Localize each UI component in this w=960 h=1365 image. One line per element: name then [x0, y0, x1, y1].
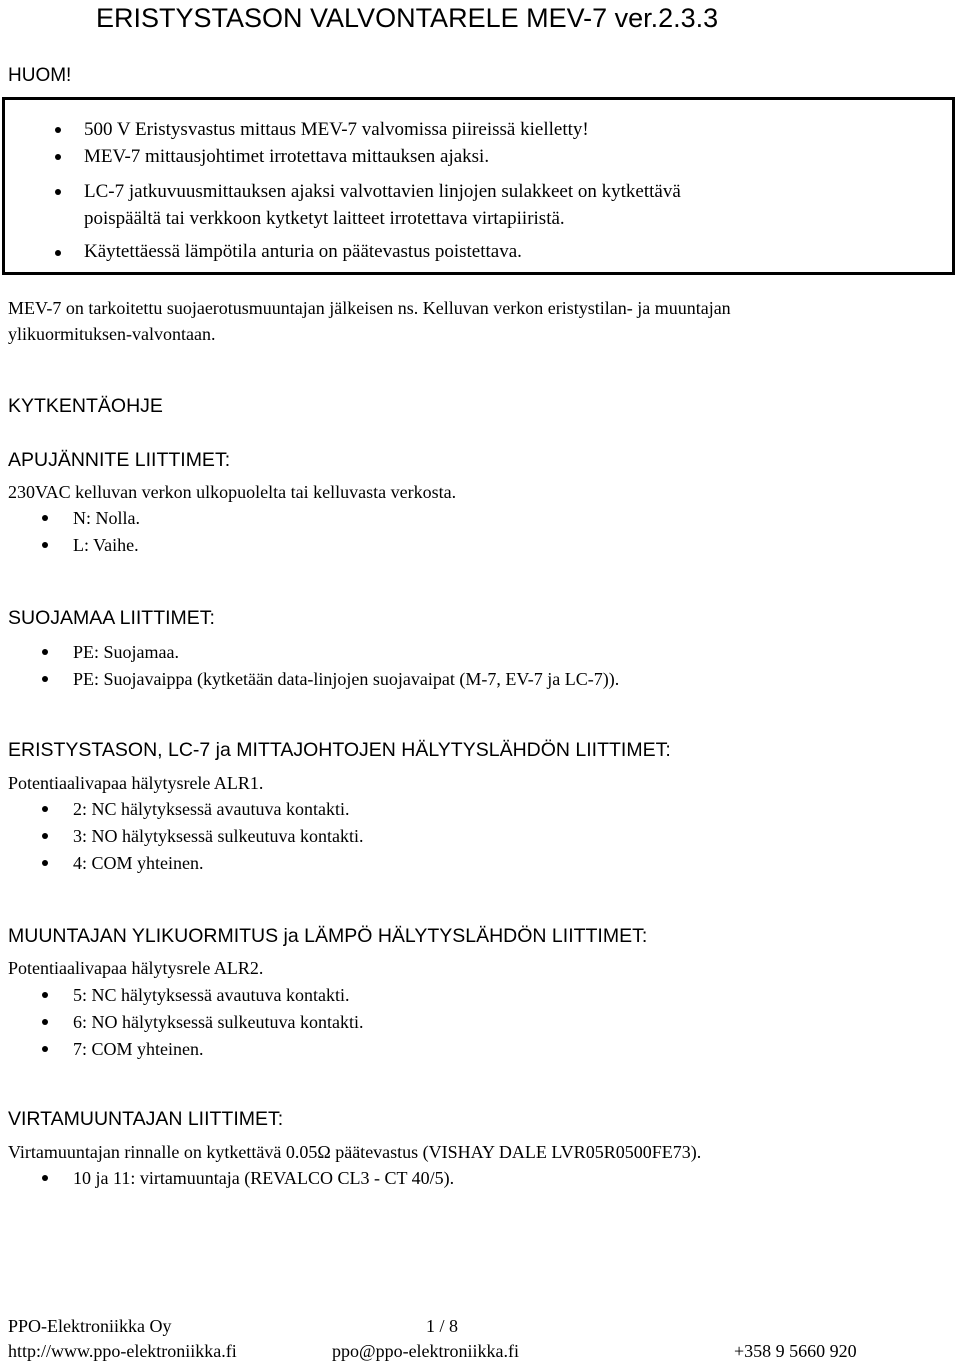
warning-item: 500 V Eristysvastus mittaus MEV-7 valvomissa piireissä kielletty!: [84, 119, 589, 140]
bullet-icon: [55, 250, 61, 256]
muuntaja-heading: MUUNTAJAN YLIKUORMITUS ja LÄMPÖ HÄLYTYSLÄHDÖN LIITTIMET:: [8, 925, 648, 947]
intro-line-2: ylikuormituksen-valvontaan.: [8, 324, 216, 344]
list-item: 10 ja 11: virtamuuntaja (REVALCO CL3 - CT 40/5).: [73, 1168, 455, 1188]
apujannite-desc: 230VAC kelluvan verkon ulkopuolelta tai kelluvasta verkosta.: [8, 482, 457, 502]
huom-label: HUOM!: [8, 65, 72, 86]
list-item: 4: COM yhteinen.: [73, 853, 204, 873]
bullet-icon: [42, 992, 48, 998]
list-item: N: Nolla.: [73, 508, 140, 528]
list-item: 7: COM yhteinen.: [73, 1039, 204, 1059]
list-item: 5: NC hälytyksessä avautuva kontakti.: [73, 985, 350, 1005]
bullet-icon: [42, 542, 48, 548]
bullet-icon: [55, 127, 61, 133]
warning-item: MEV-7 mittausjohtimet irrotettava mittauksen ajaksi.: [84, 146, 490, 167]
list-item: 6: NO hälytyksessä sulkeutuva kontakti.: [73, 1012, 364, 1032]
bullet-icon: [42, 860, 48, 866]
bullet-icon: [42, 649, 48, 655]
footer-website-link[interactable]: http://www.ppo-elektroniikka.fi: [8, 1341, 237, 1361]
list-item: PE: Suojamaa.: [73, 642, 179, 662]
suojamaa-heading: SUOJAMAA LIITTIMET:: [8, 607, 215, 629]
virtamuuntaja-desc: Virtamuuntajan rinnalle on kytkettävä 0.05Ω päätevastus (VISHAY DALE LVR05R0500FE73).: [8, 1142, 702, 1162]
bullet-icon: [42, 833, 48, 839]
bullet-icon: [42, 806, 48, 812]
bullet-icon: [42, 1175, 48, 1181]
bullet-icon: [42, 1019, 48, 1025]
bullet-icon: [42, 676, 48, 682]
bullet-icon: [55, 189, 61, 195]
apujannite-heading: APUJÄNNITE LIITTIMET:: [8, 449, 231, 471]
kytkentaohje-heading: KYTKENTÄOHJE: [8, 395, 163, 417]
bullet-icon: [55, 154, 61, 160]
list-item: 3: NO hälytyksessä sulkeutuva kontakti.: [73, 826, 364, 846]
list-item: L: Vaihe.: [73, 535, 139, 555]
eristystaso-desc: Potentiaalivapaa hälytysrele ALR1.: [8, 773, 264, 793]
eristystaso-heading: ERISTYSTASON, LC-7 ja MITTAJOHTOJEN HÄLYTYSLÄHDÖN LIITTIMET:: [8, 739, 671, 761]
list-item: PE: Suojavaippa (kytketään data-linjojen suojavaipat (M-7, EV-7 ja LC-7)).: [73, 669, 620, 689]
document-title: ERISTYSTASON VALVONTARELE MEV-7 ver.2.3.3: [96, 3, 719, 33]
intro-line-1: MEV-7 on tarkoitettu suojaerotusmuuntajan jälkeisen ns. Kelluvan verkon eristystilan- ja muuntajan: [8, 298, 731, 318]
virtamuuntaja-heading: VIRTAMUUNTAJAN LIITTIMET:: [8, 1108, 284, 1130]
warning-item-continued: poispäältä tai verkkoon kytketyt laitteet irrotettava virtapiiristä.: [84, 208, 565, 229]
footer-phone: +358 9 5660 920: [734, 1341, 857, 1361]
muuntaja-desc: Potentiaalivapaa hälytysrele ALR2.: [8, 958, 264, 978]
bullet-icon: [42, 1046, 48, 1052]
warning-item: LC-7 jatkuvuusmittauksen ajaksi valvottavien linjojen sulakkeet on kytkettävä: [84, 181, 681, 202]
footer-company: PPO-Elektroniikka Oy: [8, 1316, 172, 1336]
bullet-icon: [42, 515, 48, 521]
footer-email-link[interactable]: ppo@ppo-elektroniikka.fi: [332, 1341, 520, 1361]
footer-page-number: 1 / 8: [426, 1316, 459, 1336]
list-item: 2: NC hälytyksessä avautuva kontakti.: [73, 799, 350, 819]
warning-item: Käytettäessä lämpötila anturia on päätevastus poistettava.: [84, 241, 522, 262]
